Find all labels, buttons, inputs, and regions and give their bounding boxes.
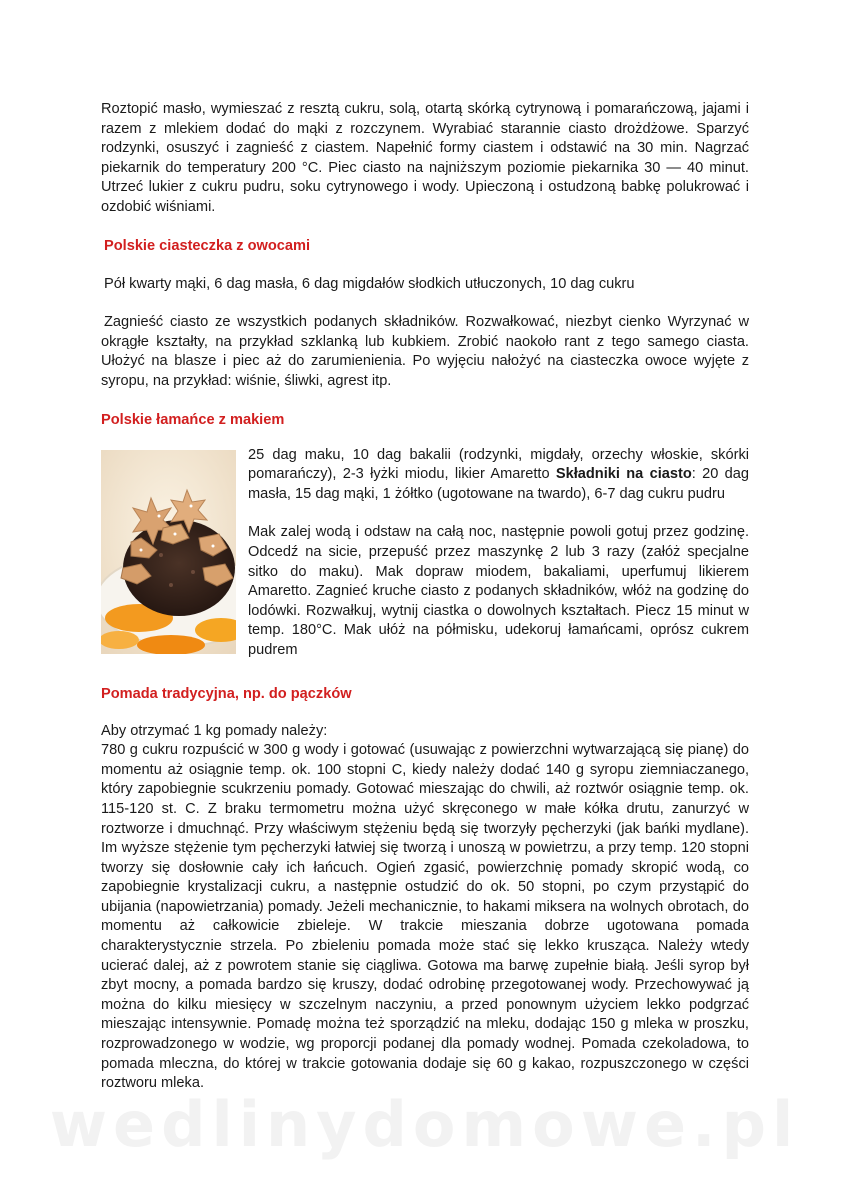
poppy-seed-cake-photo — [101, 450, 236, 654]
pomada-intro: Aby otrzymać 1 kg pomady należy: — [101, 722, 328, 739]
lamance-section — [101, 446, 749, 666]
ingredients-ciasteczka: Pół kwarty mąki, 6 dag masła, 6 dag migdałów słodkich utłuczonych, 10 dag cukru — [104, 275, 635, 292]
directions-ciasteczka-line1: Zagnieść ciasto ze wszystkich podanych składników. Rozwałkować, niezbyt cienko — [104, 314, 661, 331]
watermark: wedlinydomowe.pl — [49, 1088, 800, 1161]
heading-ciasteczka-z-owocami: Polskie ciasteczka z owocami — [104, 237, 311, 254]
directions-ciasteczka — [101, 313, 749, 391]
directions-lamance: Mak zalej wodą i odstaw na całą noc, następnie powoli gotuj przez godzinę. Odcedź na sicie, przepuść przez maszynkę 2 lub 3 razy (załóż specjalne sitko do maku). Mak dopraw miodem, bakaliami, uperfumuj likierem Amaretto. Zagnieć kruche ciasto z podanych składników, włóż na godzinę do lodówki. Rozwałkuj, wytnij ciastka o dowolnych kształtach. Piecz 15 minut w temp. 180°C. Mak ułóż na półmisku, udekoruj łamańcami, oprósz cukrem pudrem — [248, 524, 749, 658]
intro-paragraph: Roztopić masło, wymieszać z resztą cukru, solą, otartą skórką cytrynową i pomarańczową, jajami i razem z mlekiem dodać do mąki z rozczynem. Wyrabiać starannie ciasto drożdżowe. Sparzyć rodzynki, osuszyć i zagnieść z ciastem. Napełnić formy ciastem i odstawić na 30 min. Nagrzać piekarnik do temperatury 200 °C. Piec ciasto na najniższym poziomie piekarnika 30 — 40 minut. Utrzeć lukier z cukru pudru, soku cytrynowego i wody. Upieczoną i ostudzoną babkę polukrować i ozdobić wiśniami. — [101, 101, 749, 215]
ingredients-lamance — [248, 446, 749, 505]
lamance-text — [248, 446, 749, 661]
ingredients-lamance-part1: 25 dag maku, 10 dag bakalii (rodzynki, migdały, orzechy włoskie, skórki pomarańczy), 2-3 łyżki miodu, likier Amaretto — [248, 446, 749, 483]
pomada-body: 780 g cukru rozpuścić w 300 g wody i gotować (usuwając z powierzchni wytwarzającą się pianę) do momentu aż osiągnie temp. ok. 100 stopni C, kiedy należy dodać 140 g syropu ziemniaczanego, który zapobiegnie scukrzeniu pomady. Gotować mieszając do chwili, aż roztwór osiągnie temp. ok. 115-120 st. C. Z braku termometru można użyć skręconego w małe kółka drutu, zanurzyć w roztworze i dmuchnąć. Przy właściwym stężeniu będą się tworzyły pęcherzyki (jak bańki mydlane). Im wyższe stężenie tym pęcherzyki łatwiej się tworzą i unoszą w powietrzu, a przy temp. 120 stopni tworzy się dosłownie cały ich łańcuch. Ogień zgasić, powierzchnię pomady skropić wodą, co zapobiegnie krystalizacji cukru, a następnie ostudzić do ok. 50 stopni, po czym przystąpić do ubijania (napowietrzania) pomady. Jeżeli mechanicznie, to hakami miksera na wolnych obrotach, do momentu aż całkowicie zbieleje. W trakcie mieszania dobrze ugotowana pomada charakterystycznie strzela. Po zbieleniu pomada może stać się lekko krusząca. Należy wtedy ucierać dalej, aż z powrotem stanie się ciągliwa. Gotowa ma barwę zupełnie białą. Jeśli syrop był zbyt mocny, a pomada bardzo się kruszy, dodać odrobinę przegotowanej wody. Przechowywać ją można do kilku miesięcy w szczelnym naczyniu, a przed ponownym użyciem lekko podgrzać mieszając intensywnie. Pomadę można też sporządzić na mleku, dodając 150 g mleka w proszku, rozprowadzonego w wodzie, wg proporcji podanej dla pomady wodnej. Pomada czekoladowa, to pomada mleczna, do której w trakcie gotowania dodaje się 60 g kakao, rozpuszczonego w części roztworu mleka. — [101, 742, 749, 1092]
document-page — [101, 100, 749, 1094]
ingredients-lamance-bold: Składniki na ciasto — [555, 466, 692, 483]
heading-pomada-tradycyjna: Pomada tradycyjna, np. do pączków — [101, 685, 352, 702]
heading-lamance-z-makiem: Polskie łamańce z makiem — [101, 411, 285, 428]
ingredients-lamance-part2: : 20 dag masła, 15 dag mąki, 1 żółtko (ugotowane na twardo), 6-7 dag cukru pudru — [248, 466, 749, 502]
directions-ciasteczka-rest: Wyrzynać w okrągłe kształty, na przykład szklanką lub kubkiem. Zrobić naokoło rant z tego samego ciasta. Ułożyć na blasze i piec aż do zarumienienia. Po wyjęciu nałożyć na ciasteczka owoce wyjęte z syropu, na przykład: wiśnie, śliwki, agrest itp. — [101, 314, 749, 389]
